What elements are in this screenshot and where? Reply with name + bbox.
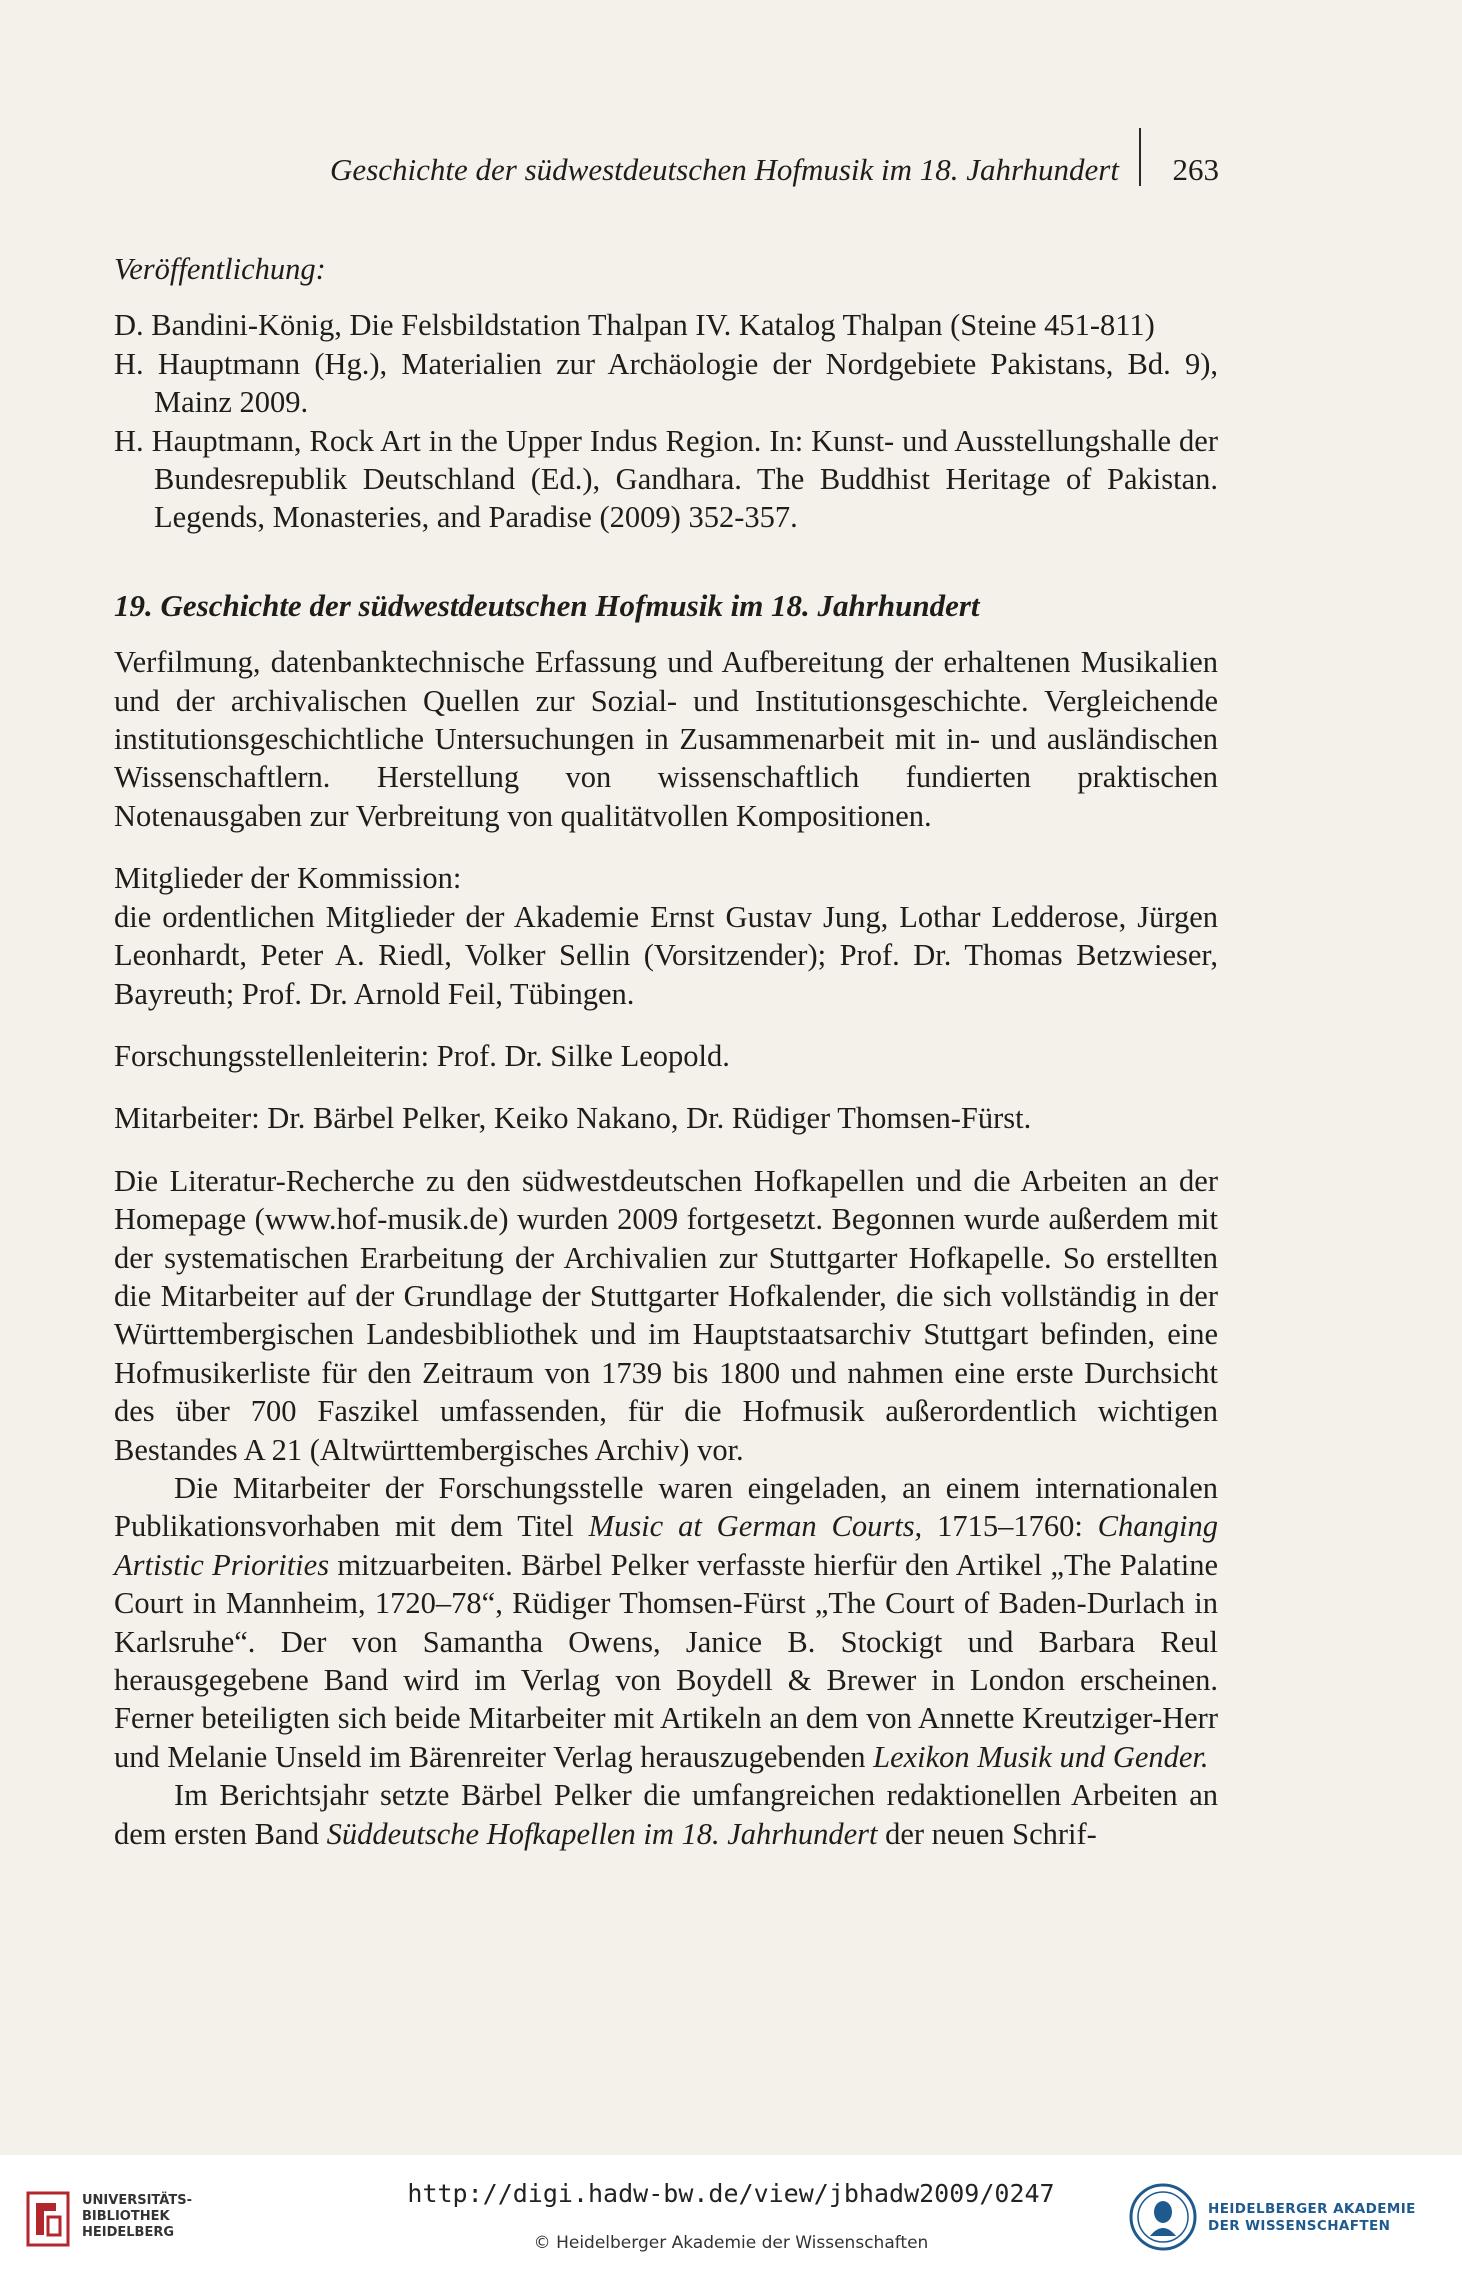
permalink[interactable]: http://digi.hadw-bw.de/view/jbhadw2009/0247 [407,2179,1055,2208]
series-title: Süddeutsche Hofkapellen im 18. Jahrhundert [326,1816,878,1851]
page-number: 263 [1172,152,1219,187]
running-head-title: Geschichte der südwestdeutschen Hofmusik im 18. Jahrhundert [330,152,1119,187]
lexikon-title: Lexikon Musik und Gender. [873,1739,1209,1774]
paragraph-report-year: Im Berichtsjahr setzte Bärbel Pelker die umfangreichen redaktionellen Arbeiten an dem ersten Band Süddeutsche Hofkapellen im 18. Jahrhundert der neuen Schrif- [114,1778,1218,1851]
staff: Mitarbeiter: Dr. Bärbel Pelker, Keiko Nakano, Dr. Rüdiger Thomsen-Fürst. [114,1101,1032,1136]
academy-seal-icon [1128,2182,1198,2252]
academy-name: HEIDELBERGER AKADEMIE DER WISSENSCHAFTEN [1208,2201,1416,2234]
members-list: die ordentlichen Mitglieder der Akademie Ernst Gustav Jung, Lothar Ledderose, Jürgen Leonhardt, Peter A. Riedl, Volker Sellin (Vorsitzender); Prof. Dr. Thomas Betzwieser, Bayreuth; Prof. Dr. Arnold Feil, Tübingen. [114,899,1218,1011]
paragraph-publication-project: Die Mitarbeiter der Forschungsstelle waren eingeladen, an einem internationalen Publikationsvorhaben mit dem Titel Music at German Courts, 1715–1760: Changing Artistic Priorities mitzuarbeiten. Bärbel Pelker verfasste hierfür den Artikel „The Palatine Court in Mannheim, 1720–78“, Rüdiger Thomsen-Fürst „The Court of Baden-Durlach in Karlsruhe“. Der von Samantha Owens, Janice B. Stockigt und Barbara Reul herausgegebene Band wird im Verlag von Boydell & Brewer in London erscheinen. Ferner beteiligten sich beide Mitarbeiter mit Artikeln an dem von Annette Kreutziger-Herr und Melanie Unseld im Bärenreiter Verlag herauszugebenden Lexikon Musik und Gender. [114,1470,1218,1774]
university-library-name: UNIVERSITÄTS- BIBLIOTHEK HEIDELBERG [82,2193,192,2240]
section-heading: 19. Geschichte der südwestdeutschen Hofmusik im 18. Jahrhundert [114,587,980,623]
director: Forschungsstellenleiterin: Prof. Dr. Silke Leopold. [114,1038,730,1073]
paragraph-literature: Die Literatur-Recherche zu den südwestdeutschen Hofkapellen und die Arbeiten an der Homepage (www.hof-musik.de) wurden 2009 fortgesetzt. Begonnen wurde außerdem mit der systematischen Erarbeitung der Archivalien zur Stuttgarter Hofkapelle. So erstellten die Mitarbeiter auf der Grundlage der Stuttgarter Hofkalender, die sich vollständig in der Württembergischen Landesbibliothek und im Hauptstaatsarchiv Stuttgart befinden, eine Hofmusikerliste für den Zeitraum von 1739 bis 1800 und nahmen eine erste Durchsicht des über 700 Faszikel umfassenden, für die Hofmusik außerordentlich wichtigen Bestandes A 21 (Altwürttembergisches Archiv) vor. [114,1163,1218,1467]
publication-item: D. Bandini-König, Die Felsbildstation Thalpan IV. Katalog Thalpan (Steine 451-811) [114,308,1155,343]
publications-label: Veröffentlichung: [114,252,326,286]
body-text [114,250,1218,1853]
publication-item: H. Hauptmann (Hg.), Materialien zur Archäologie der Nordgebiete Pakistans, Bd. 9), Mainz 2009. [114,346,1218,420]
copyright-notice: © Heidelberger Akademie der Wissenschaften [533,2233,929,2253]
publication-item: H. Hauptmann, Rock Art in the Upper Indus Region. In: Kunst- und Ausstellungshalle der Bundesrepublik Deutschland (Ed.), Gandhara. The Buddhist Heritage of Pakistan. Legends, Monasteries, and Paradise (2009) 352-357. [114,423,1218,535]
running-head-rule [1139,128,1141,186]
book-subtitle: Changing Artistic Priorities [114,1509,1218,1582]
members-label: Mitglieder der Kommission: [114,861,462,896]
section-intro: Verfilmung, datenbanktechnische Erfassung und Aufbereitung der erhaltenen Musikalien und der archivalischen Quellen zur Sozial- und Institutionsgeschichte. Vergleichende institutionsgeschichtliche Untersuchungen in Zusammenarbeit mit in- und ausländischen Wissenschaftlern. Herstellung von wissenschaftlich fundierten praktischen Notenausgaben zur Verbreitung von qualitätvollen Kompositionen. [114,645,1218,833]
book-title: Music at German Courts, [588,1509,923,1544]
digitization-footer [0,2155,1462,2285]
